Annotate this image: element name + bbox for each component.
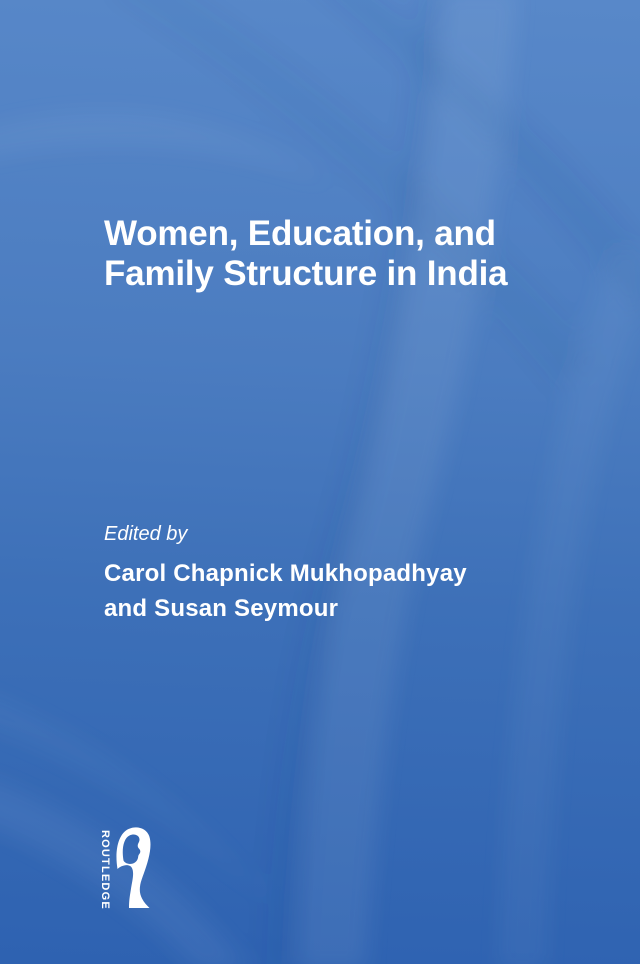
routledge-r-face-icon — [114, 826, 152, 908]
book-title-line-2: Family Structure in India — [104, 254, 508, 293]
routledge-wordmark: ROUTLEDGE — [99, 830, 111, 910]
editor-block — [104, 522, 600, 626]
editor-name-line-1: Carol Chapnick Mukhopadhyay — [104, 560, 467, 587]
editor-name-line-2: and Susan Seymour — [104, 595, 339, 622]
title-block — [104, 214, 600, 294]
book-title-line-1: Women, Education, and — [104, 214, 496, 253]
edited-by-label: Edited by — [104, 523, 188, 545]
routledge-logo — [98, 826, 152, 908]
